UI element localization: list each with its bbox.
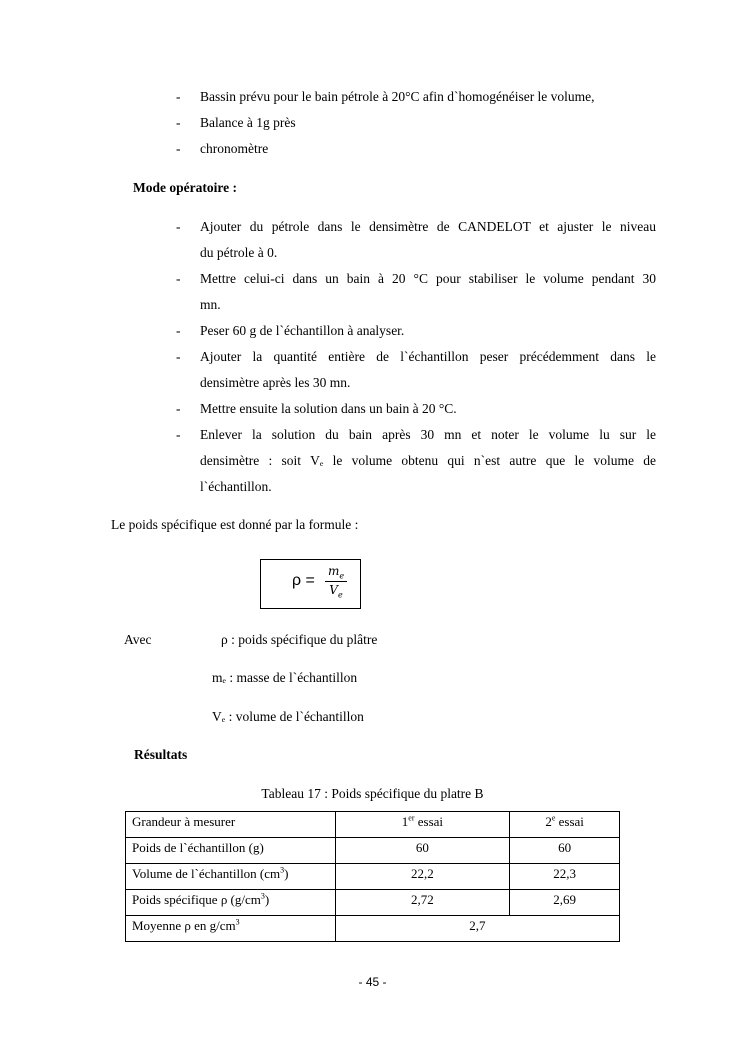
row-value-2: 22,3 <box>510 864 620 890</box>
step-item: - Ajouter du pétrole dans le densimètre de CANDELOT et ajuster le niveau <box>176 219 656 234</box>
step-item-continuation <box>0 245 745 265</box>
section-heading-mode-operatoire: Mode opératoire : <box>133 180 237 195</box>
formula-box <box>260 559 361 609</box>
row-value-1: 60 <box>335 838 510 864</box>
step-line: Mettre celui-ci dans un bain à 20 °C pour stabiliser le volume pendant 30 <box>200 271 656 286</box>
row-value-1: 22,2 <box>335 864 510 890</box>
row-value-1: 2,72 <box>335 890 510 916</box>
formula-lhs: ρ = <box>292 572 315 589</box>
step-item-continuation <box>0 375 745 395</box>
step-line: Peser 60 g de l`échantillon à analyser. <box>200 323 405 338</box>
definition-ve: Vₑ : volume de l`échantillon <box>212 709 364 724</box>
row-label: Volume de l`échantillon $(cm^3)$ <box>126 864 336 890</box>
step-line: densimètre après les 30 mn. <box>200 375 351 390</box>
formula-intro: Le poids spécifique est donné par la formule : <box>111 517 359 532</box>
formula-numerator: $m_e$ <box>325 564 347 582</box>
step-item-continuation <box>0 453 745 473</box>
results-table <box>125 811 620 942</box>
row-label: Poids spécifique ρ $(g/cm^3)$ <box>126 890 336 916</box>
table-mean-row <box>126 916 620 942</box>
step-item: - Mettre ensuite la solution dans un bain à 20 °C. <box>0 401 745 421</box>
row-value-2: 2,69 <box>510 890 620 916</box>
step-item: - Enlever la solution du bain après 30 mn et noter le volume lu sur le <box>176 427 656 442</box>
step-item: - Ajouter la quantité entière de l`échantillon peser précédemment dans le <box>176 349 656 364</box>
mean-value: 2,7 <box>335 916 619 942</box>
header-cell: 2e essai <box>510 812 620 838</box>
step-line: Ajouter la quantité entière de l`échantillon peser précédemment dans le <box>200 349 656 364</box>
list-item-text: Bassin prévu pour le bain pétrole à 20°C afin d`homogénéiser le volume, <box>200 89 595 104</box>
header-cell: Grandeur à mesurer <box>126 812 336 838</box>
step-line: Mettre ensuite la solution dans un bain à 20 °C. <box>200 401 457 416</box>
step-line: du pétrole à 0. <box>200 245 278 260</box>
header-cell: 1er essai <box>335 812 510 838</box>
step-line: densimètre : soit Vₑ le volume obtenu qui n`est autre que le volume de <box>200 453 656 468</box>
section-heading-resultats: Résultats <box>134 747 188 762</box>
row-value-2: 60 <box>510 838 620 864</box>
list-item: - Bassin prévu pour le bain pétrole à 20°C afin d`homogénéiser le volume, <box>0 89 745 109</box>
step-item-continuation <box>0 479 745 499</box>
definitions-avec: Avec <box>124 632 152 647</box>
table-header-row <box>126 812 620 838</box>
step-line: l`échantillon. <box>200 479 272 494</box>
list-item-text: Balance à 1g près <box>200 115 296 130</box>
list-item: - Balance à 1g près <box>0 115 745 135</box>
formula-denominator: $V_e$ <box>329 583 343 600</box>
row-label: Poids de l`échantillon (g) <box>126 838 336 864</box>
table-caption: Tableau 17 : Poids spécifique du platre B <box>261 786 484 801</box>
list-item: - chronomètre <box>0 141 745 161</box>
formula-fraction <box>325 564 347 600</box>
step-line: Ajouter du pétrole dans le densimètre de CANDELOT et ajuster le niveau <box>200 219 656 234</box>
step-item-continuation <box>0 297 745 317</box>
step-line: Enlever la solution du bain après 30 mn et noter le volume lu sur le <box>200 427 656 442</box>
list-item-text: chronomètre <box>200 141 269 156</box>
definition-rho: ρ : poids spécifique du plâtre <box>221 632 378 647</box>
table-row <box>126 838 620 864</box>
step-line: mn. <box>200 297 221 312</box>
table-row <box>126 890 620 916</box>
table-row <box>126 864 620 890</box>
mean-label: Moyenne ρ en $g/cm^3$ <box>126 916 336 942</box>
step-item: - Mettre celui-ci dans un bain à 20 °C pour stabiliser le volume pendant 30 <box>176 271 656 286</box>
definition-me: mₑ : masse de l`échantillon <box>212 670 358 685</box>
step-item: - Peser 60 g de l`échantillon à analyser. <box>0 323 745 343</box>
page-number: - 45 - <box>358 975 387 989</box>
